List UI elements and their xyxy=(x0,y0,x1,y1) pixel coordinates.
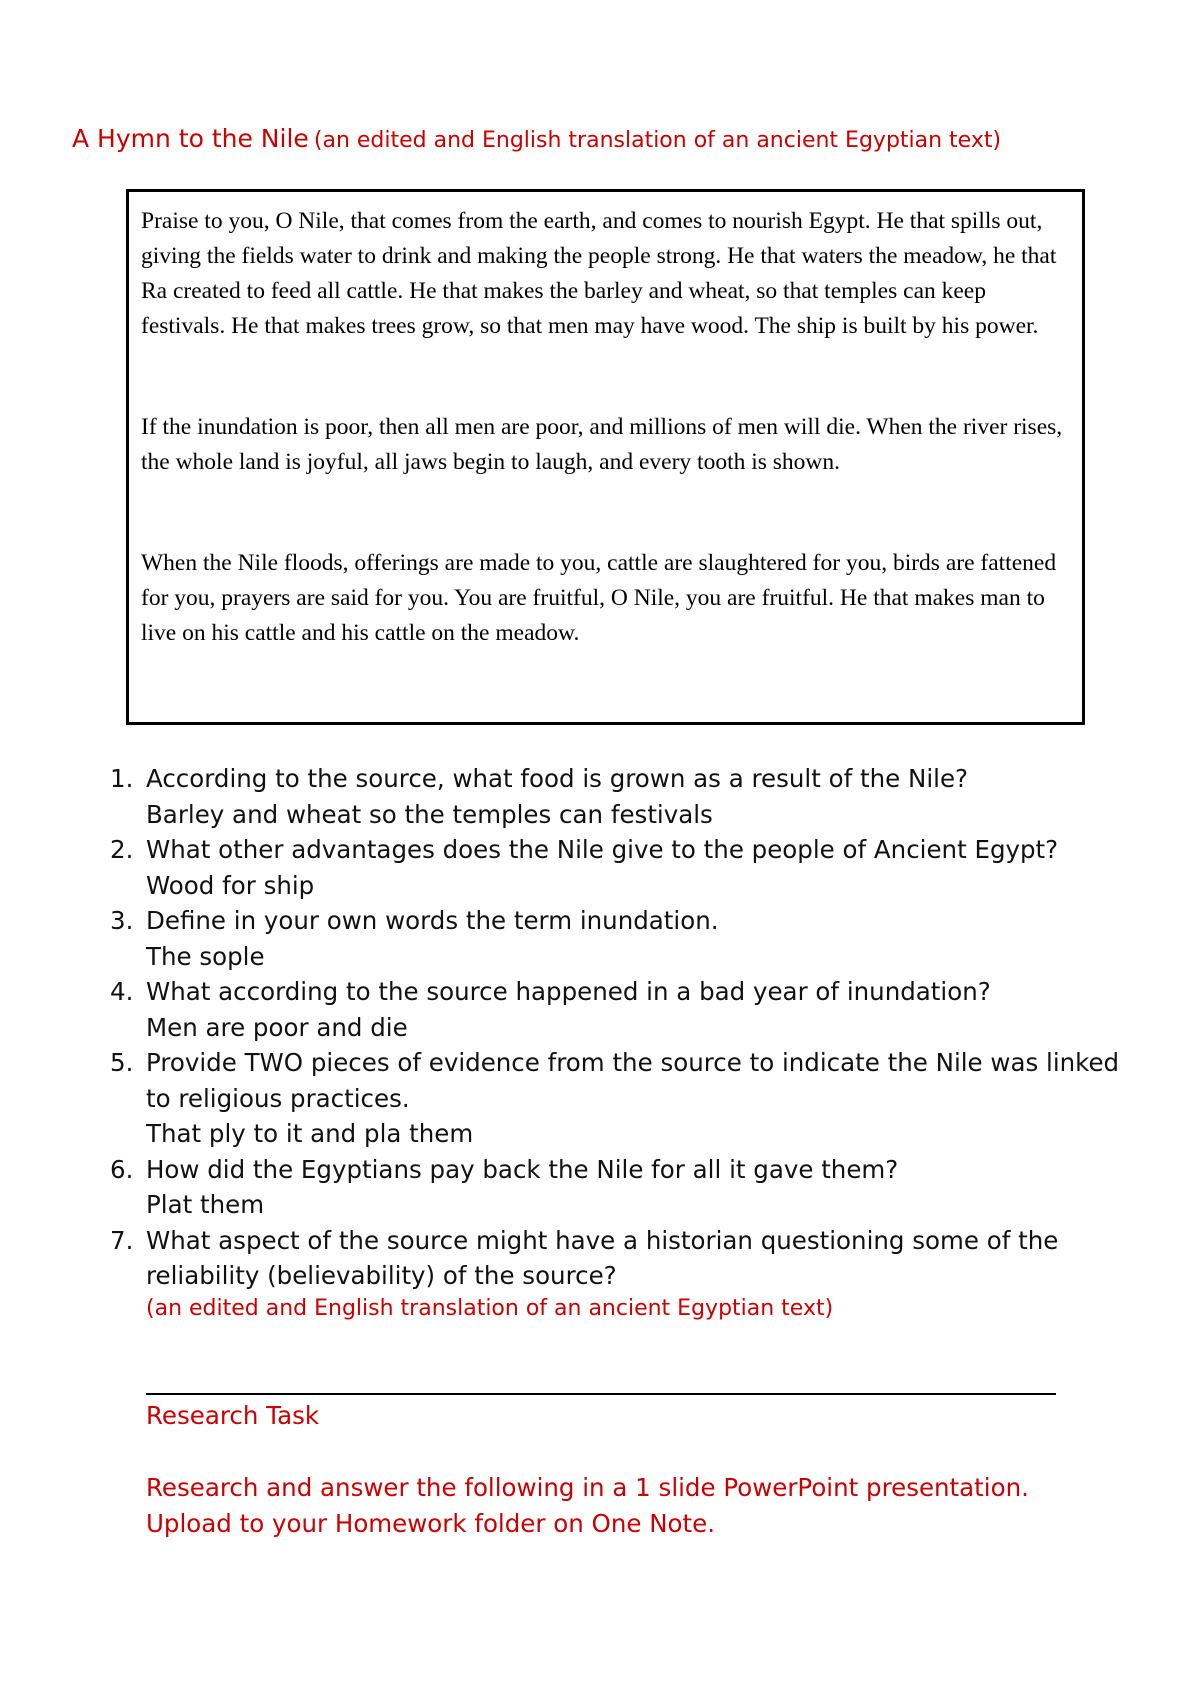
source-paragraph: When the Nile floods, offerings are made to you, cattle are slaughtered for you, birds are fattened for you, prayers are said for you. You are fruitful, O Nile, you are fruitful. He that makes man to live on his cattle and his cattle on the meadow. xyxy=(141,550,1057,646)
page-title xyxy=(72,124,1001,153)
question-item xyxy=(100,903,1140,974)
question-number: 3. xyxy=(110,906,134,935)
question-item xyxy=(100,761,1140,832)
answer-text: (an edited and English translation of an ancient Egyptian text) xyxy=(146,1295,834,1321)
question-text: Provide TWO pieces of evidence from the source to indicate the Nile was linked to religious practices. xyxy=(146,1048,1120,1113)
question-item xyxy=(100,1223,1140,1324)
question-number: 2. xyxy=(110,835,134,864)
research-task-section xyxy=(146,1398,1106,1542)
question-item xyxy=(100,974,1140,1045)
answer-text: Men are poor and die xyxy=(146,1012,408,1042)
source-text-box xyxy=(126,189,1085,725)
title-text: A Hymn to the Nile xyxy=(72,124,309,153)
question-number: 5. xyxy=(110,1048,134,1077)
answer-text: Wood for ship xyxy=(146,870,315,900)
question-text: What other advantages does the Nile give to the people of Ancient Egypt? xyxy=(146,835,1059,864)
question-item xyxy=(100,832,1140,903)
question-item xyxy=(100,1045,1140,1152)
question-number: 7. xyxy=(110,1225,134,1255)
answer-text: That ply to it and pla them xyxy=(146,1119,474,1148)
upload-instruction: Upload to your Homework folder on One Note. xyxy=(146,1509,715,1538)
title-subtitle: (an edited and English translation of an ancient Egyptian text) xyxy=(313,128,1002,153)
answer-text: The sople xyxy=(146,941,265,971)
answer-text: Barley and wheat so the temples can festivals xyxy=(146,799,713,829)
question-text: How did the Egyptians pay back the Nile for all it gave them? xyxy=(146,1154,899,1184)
question-number: 1. xyxy=(110,764,134,793)
source-paragraph: Praise to you, O Nile, that comes from the earth, and comes to nourish Egypt. He that spills out, giving the fields water to drink and making the people strong. He that waters the meadow, he that Ra created to feed all cattle. He that makes the barley and wheat, so that temples can keep festivals. He that makes trees grow, so that men may have wood. The ship is built by his power. xyxy=(141,208,1057,339)
question-text: What according to the source happened in a bad year of inundation? xyxy=(146,977,991,1006)
research-task-title: Research Task xyxy=(146,1401,320,1430)
horizontal-divider xyxy=(146,1393,1056,1395)
question-number: 6. xyxy=(110,1154,134,1184)
question-item xyxy=(100,1152,1140,1223)
question-list xyxy=(100,761,1140,1324)
source-paragraph: If the inundation is poor, then all men are poor, and millions of men will die. When the river rises, the whole land is joyful, all jaws begin to laugh, and every tooth is shown. xyxy=(141,414,1063,475)
research-instruction: Research and answer the following in a 1 slide PowerPoint presentation. xyxy=(146,1473,1029,1502)
question-text: What aspect of the source might have a historian questioning some of the reliability (believability) of the source? xyxy=(146,1225,1059,1290)
question-text: Define in your own words the term inundation. xyxy=(146,906,719,935)
question-number: 4. xyxy=(110,977,134,1006)
answer-text: Plat them xyxy=(146,1190,265,1219)
question-text: According to the source, what food is grown as a result of the Nile? xyxy=(146,764,969,793)
